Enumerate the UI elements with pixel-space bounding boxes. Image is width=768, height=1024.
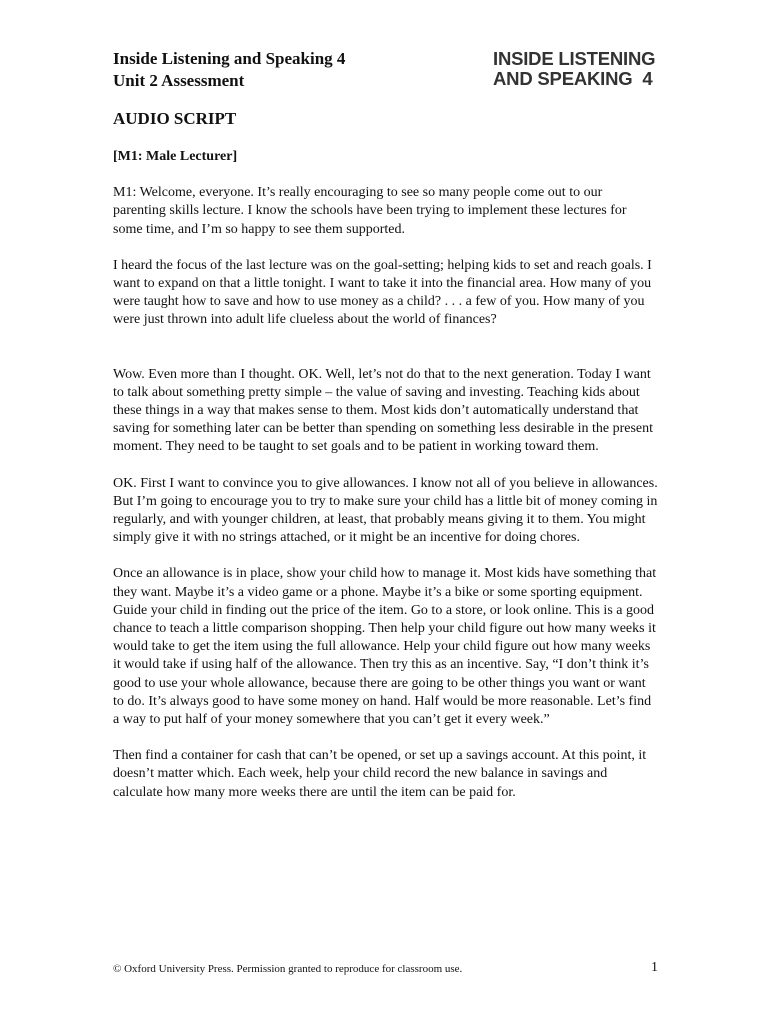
brand-logo [493, 49, 655, 89]
script-paragraph-1: M1: Welcome, everyone. It’s really encouraging to see so many people come out to our parenting skills lecture. I know the schools have been trying to implement these lectures for some time, and I’m so happy to see them supported. [113, 185, 627, 237]
script-paragraph-3: Wow. Even more than I thought. OK. Well, let’s not do that to the next generation. Today I want to talk about something pretty simple – the value of saving and investing. Teaching kids about these things in a way that makes sense to them. Most kids don’t automatically understand that saving for something later can be better than spending on something less desirable in the present moment. They need to be taught to set goals and to be patient in working toward them. [113, 366, 654, 455]
header-titles [113, 48, 345, 92]
script-paragraph-2: I heard the focus of the last lecture was on the goal-setting; helping kids to set and reach goals. I want to expand on that a little tonight. I want to take it into the financial area. How many of you were taught how to save and how to use money as a child? . . . a few of you. How many of you were just thrown into adult life clueless about the world of finances? [113, 257, 652, 328]
copyright-notice: © Oxford University Press. Permission granted to reproduce for classroom use. [113, 963, 463, 975]
script-paragraph-5: Once an allowance is in place, show your child how to manage it. Most kids have something that they want. Maybe it’s a video game or a phone. Maybe it’s a bike or some sporting equipment. Guide your child in finding out the price of the item. Go to a store, or look online. This is a good chance to teach a little comparison shopping. Then help your child figure out how many weeks it would take to get the item using the full allowance. Help your child figure out how many weeks it would take if using half of the allowance. Then try this as an incentive. Say, “I don’t think it’s good to use your whole allowance, because there are going to be other things you want or want to do. It’s always good to have some money on hand. Half would be more reasonable. Let’s find a way to put half of your money somewhere that you can’t get it every week.” [113, 566, 657, 728]
brand-line-1: INSIDE LISTENING [493, 48, 656, 69]
script-paragraph-4: OK. First I want to convince you to give allowances. I know not all of you believe in allowances. But I’m going to encourage you to try to make sure your child has a little bit of money coming in regularly, and with younger children, at least, that probably means giving it to them. You might simply give it with no strings attached, or it might be an incentive for doing chores. [113, 475, 658, 546]
audio-script-body [113, 148, 658, 802]
unit-title: Unit 2 Assessment [113, 71, 245, 90]
course-title: Inside Listening and Speaking 4 [113, 49, 346, 68]
page-footer [113, 961, 658, 977]
script-paragraph-6: Then find a container for cash that can’t be opened, or set up a savings account. At this point, it doesn’t matter which. Each week, help your child record the new balance in savings and calculate how many more weeks there are until the item can be paid for. [113, 748, 647, 800]
document-title: AUDIO SCRIPT [113, 109, 237, 128]
brand-line-2: AND SPEAKING 4 [493, 68, 653, 89]
speaker-label: [M1: Male Lecturer] [113, 149, 238, 164]
page-number: 1 [651, 960, 658, 975]
